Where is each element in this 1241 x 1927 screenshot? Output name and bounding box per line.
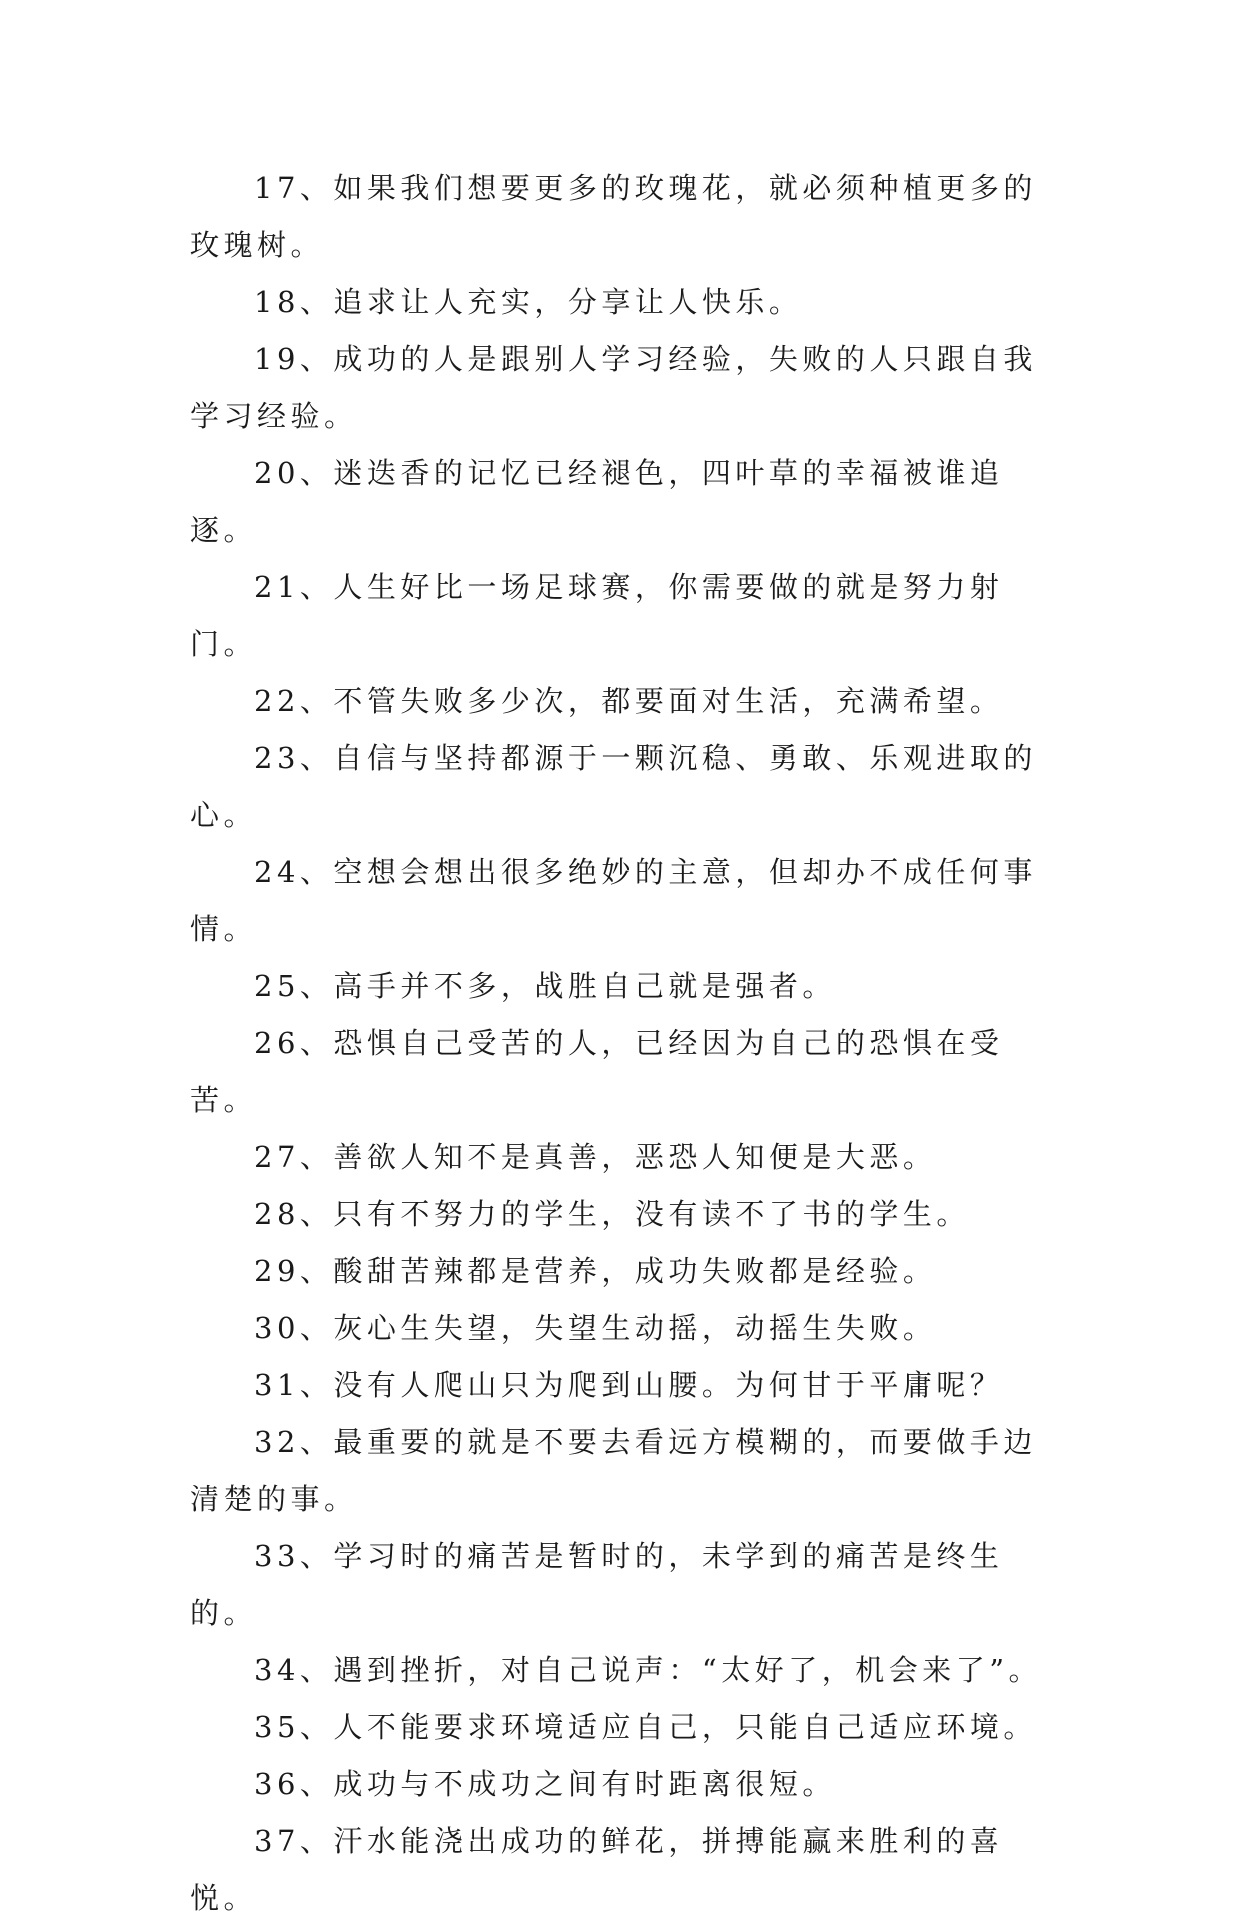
paragraph-19: 19、成功的人是跟别人学习经验，失败的人只跟自我学习经验。 <box>190 342 1037 433</box>
paragraph-23: 23、自信与坚持都源于一颗沉稳、勇敢、乐观进取的心。 <box>190 741 1037 832</box>
paragraph-25: 25、高手并不多，战胜自己就是强者。 <box>254 969 836 1003</box>
paragraph-24: 24、空想会想出很多绝妙的主意，但却办不成任何事情。 <box>190 855 1037 946</box>
paragraph-26: 26、恐惧自己受苦的人，已经因为自己的恐惧在受苦。 <box>190 1026 1004 1117</box>
paragraph-37: 37、汗水能浇出成功的鲜花，拼搏能赢来胜利的喜悦。 <box>190 1824 1004 1915</box>
paragraph-31: 31、没有人爬山只为爬到山腰。为何甘于平庸呢？ <box>254 1368 1004 1402</box>
paragraph-30: 30、灰心生失望，失望生动摇，动摇生失败。 <box>254 1311 937 1345</box>
paragraph-27: 27、善欲人知不是真善，恶恐人知便是大恶。 <box>254 1140 937 1174</box>
paragraph-21: 21、人生好比一场足球赛，你需要做的就是努力射门。 <box>190 570 1004 661</box>
paragraph-18: 18、追求让人充实，分享让人快乐。 <box>254 285 803 319</box>
paragraph-34: 34、遇到挫折，对自己说声：“太好了，机会来了”。 <box>254 1653 1043 1687</box>
paragraph-28: 28、只有不努力的学生，没有读不了书的学生。 <box>254 1197 970 1231</box>
paragraph-33: 33、学习时的痛苦是暂时的，未学到的痛苦是终生的。 <box>190 1539 1004 1630</box>
paragraph-36: 36、成功与不成功之间有时距离很短。 <box>254 1767 836 1801</box>
paragraph-22: 22、不管失败多少次，都要面对生活，充满希望。 <box>254 684 1004 718</box>
paragraph-17: 17、如果我们想要更多的玫瑰花，就必须种植更多的玫瑰树。 <box>190 171 1037 262</box>
document-body <box>190 160 1070 1927</box>
paragraph-29: 29、酸甜苦辣都是营养，成功失败都是经验。 <box>254 1254 937 1288</box>
paragraph-35: 35、人不能要求环境适应自己，只能自己适应环境。 <box>254 1710 1037 1744</box>
paragraph-32: 32、最重要的就是不要去看远方模糊的，而要做手边清楚的事。 <box>190 1425 1037 1516</box>
paragraph-20: 20、迷迭香的记忆已经褪色，四叶草的幸福被谁追逐。 <box>190 456 1004 547</box>
